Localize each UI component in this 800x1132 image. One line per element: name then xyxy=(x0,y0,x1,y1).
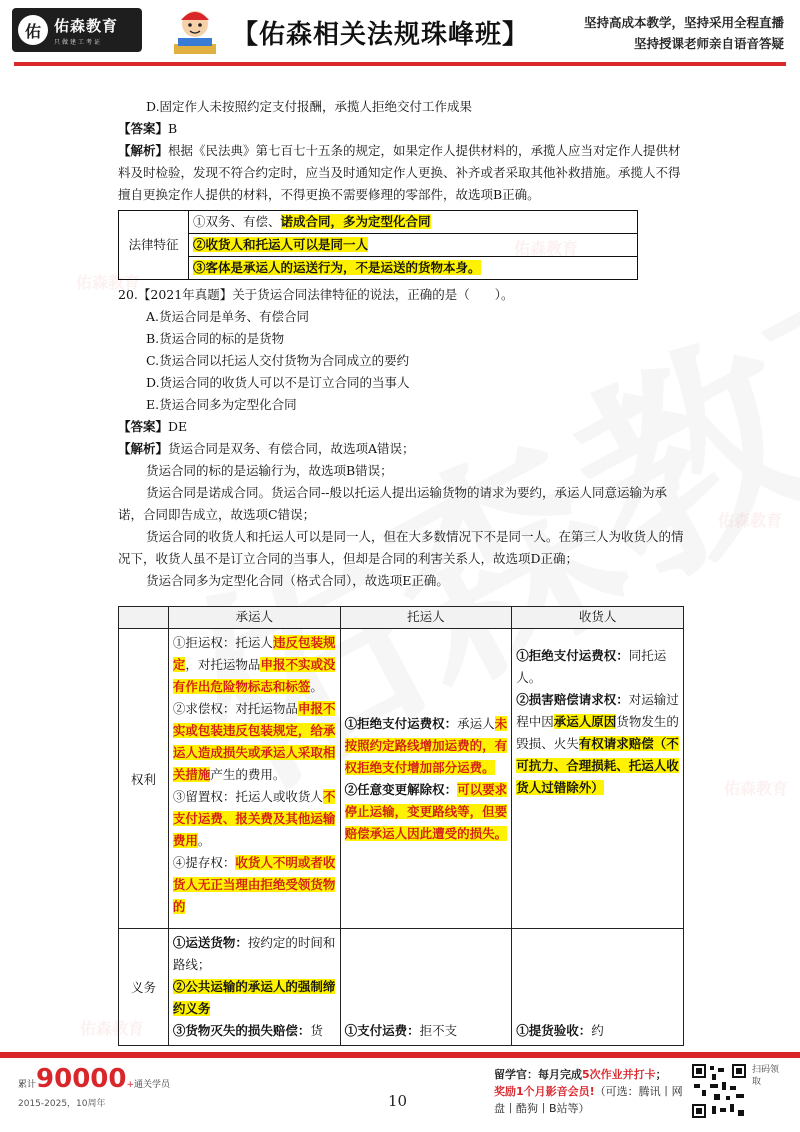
q20-analysis-line: 货运合同的标的是运输行为，故选项B错误； xyxy=(146,463,393,478)
q20-option-b: B.货运合同的标的是货物 xyxy=(146,331,285,346)
logo-mark: 佑 xyxy=(18,15,48,45)
student-count: 90000 xyxy=(36,1064,127,1094)
row-label-duties: 义务 xyxy=(119,929,169,1046)
years-label: 2015-2025，10周年 xyxy=(18,1099,106,1109)
mascot-icon xyxy=(168,4,222,60)
legal-features-table xyxy=(118,210,638,280)
qr-label: 扫码领取 xyxy=(752,1065,780,1087)
table-header-carrier: 承运人 xyxy=(168,607,340,629)
brand-logo xyxy=(12,8,142,52)
table-header-consignee: 收货人 xyxy=(512,607,684,629)
features-label: 法律特征 xyxy=(119,211,189,280)
watermark-stamp: 佑森教育 xyxy=(718,511,783,530)
header-rule xyxy=(14,62,786,66)
shipper-rights-cell: ①拒绝支付运费权：承运人未按照约定路线增加运费的，有权拒绝支付增加部分运费。 ②任意变更解除权：可以要求停止运输，变更路线等，但要赔偿承运人因此遭受的损失。 xyxy=(340,629,512,929)
footer-stats: 累计90000+通关学员 2015-2025，10周年 xyxy=(18,1064,171,1109)
logo-name: 佑森教育 xyxy=(54,16,119,35)
watermark-stamp: 佑森教育 xyxy=(80,1019,145,1038)
row-label-rights: 权利 xyxy=(119,629,169,929)
carrier-rights-cell: ①拒运权：托运人违反包装规定，对托运物品申报不实或没有作出危险物标志和标签。 ②求偿权：对托运物品申报不实或包装违反包装规定，给承运人造成损失或承运人采取相关措施产生的费用。 ③留置权：托运人或收货人不支付运费、报关费及其他运输费用。 ④提存权：收货人不明或者收货人无正当理由拒绝受领货物的 xyxy=(168,629,340,929)
q20-answer: 【答案】DE xyxy=(118,419,188,434)
q20-stem: 20.【2021年真题】关于货运合同法律特征的说法，正确的是（ ）。 xyxy=(118,287,514,302)
logo-slogan: 只做建工考证 xyxy=(54,38,103,46)
q19-answer: 【答案】B xyxy=(118,121,178,136)
page-title: 【佑森相关法规珠峰班】 xyxy=(232,20,530,50)
page-number: 10 xyxy=(388,1092,408,1110)
q20-analysis-line: 【解析】货运合同是双务、有偿合同，故选项A错误； xyxy=(118,441,415,456)
consignee-rights-cell: ①拒绝支付运费权：同托运人。 ②损害赔偿请求权：对运输过程中因承运人原因货物发生的毁损、火失有权请求赔偿（不可抗力、合理损耗、托运人收货人过错除外） xyxy=(512,629,684,929)
watermark-stamp: 佑森教育 xyxy=(514,239,579,258)
watermark-stamp: 佑森教育 xyxy=(724,779,789,798)
q20-analysis-line: 货运合同的收货人和托运人可以是同一人，但在大多数情况下不是同一人。在第三人为收货人的情况下，收货人虽不是订立合同的当事人，但却是合同的利害关系人，故选项D正确； xyxy=(118,529,684,566)
feature-line-2: ②收货人和托运人可以是同一人 xyxy=(189,234,638,257)
q19-analysis: 【解析】根据《民法典》第七百七十五条的规定，如果定作人提供材料的，承揽人应当对定作人提供材料及时检验，发现不符合约定时，应当及时通知定作人更换、补齐或者采取其他补救措施。承揽人不得擅自更换定作人提供的材料，不得更换不需要修理的零部件，故选项B正确。 xyxy=(118,143,681,202)
feature-line-3: ③客体是承运人的运送行为，不是运送的货物本身。 xyxy=(189,257,638,280)
q20-analysis-line: 货运合同是诺成合同。货运合同--般以托运人提出运输货物的请求为要约，承运人同意运输为承诺，合同即告成立，故选项C错误； xyxy=(118,485,667,522)
feature-line-1: ①双务、有偿、诺成合同，多为定型化合同 xyxy=(189,211,638,234)
table-header-shipper: 托运人 xyxy=(340,607,512,629)
q19-option-d: D.固定作人未按照约定支付报酬，承揽人拒绝交付工作成果 xyxy=(146,99,473,114)
page-header xyxy=(0,0,800,74)
carrier-duties-cell: ①运送货物：按约定的时间和路线； ②公共运输的承运人的强制缔约义务 ③货物灭失的损失赔偿：货 xyxy=(168,929,340,1046)
q20-analysis-line: 货运合同多为定型化合同（格式合同），故选项E正确。 xyxy=(146,573,449,588)
qr-code-icon[interactable] xyxy=(690,1062,748,1120)
watermark-stamp: 佑森教育 xyxy=(76,273,141,292)
q20-option-e: E.货运合同多为定型化合同 xyxy=(146,397,297,412)
header-slogan: 坚持高成本教学，坚持采用全程直播 坚持授课老师亲自语音答疑 xyxy=(583,15,784,51)
rights-duties-table xyxy=(118,606,684,1046)
shipper-duties-cell: ①支付运费：拒不支 xyxy=(340,929,512,1046)
footer-promo: 留学官：每月完成5次作业并打卡； 奖励1个月影音会员!（可选：腾讯丨网盘丨酷狗丨B站等） xyxy=(494,1068,683,1115)
q20-option-a: A.货运合同是单务、有偿合同 xyxy=(146,309,310,324)
q20-option-d: D.货运合同的收货人可以不是订立合同的当事人 xyxy=(146,375,410,390)
document-body xyxy=(118,96,684,592)
footer-rule xyxy=(0,1052,800,1058)
consignee-duties-cell: ①提货验收：约 xyxy=(512,929,684,1046)
table-header-blank xyxy=(119,607,169,629)
q20-option-c: C.货运合同以托运人交付货物为合同成立的要约 xyxy=(146,353,410,368)
